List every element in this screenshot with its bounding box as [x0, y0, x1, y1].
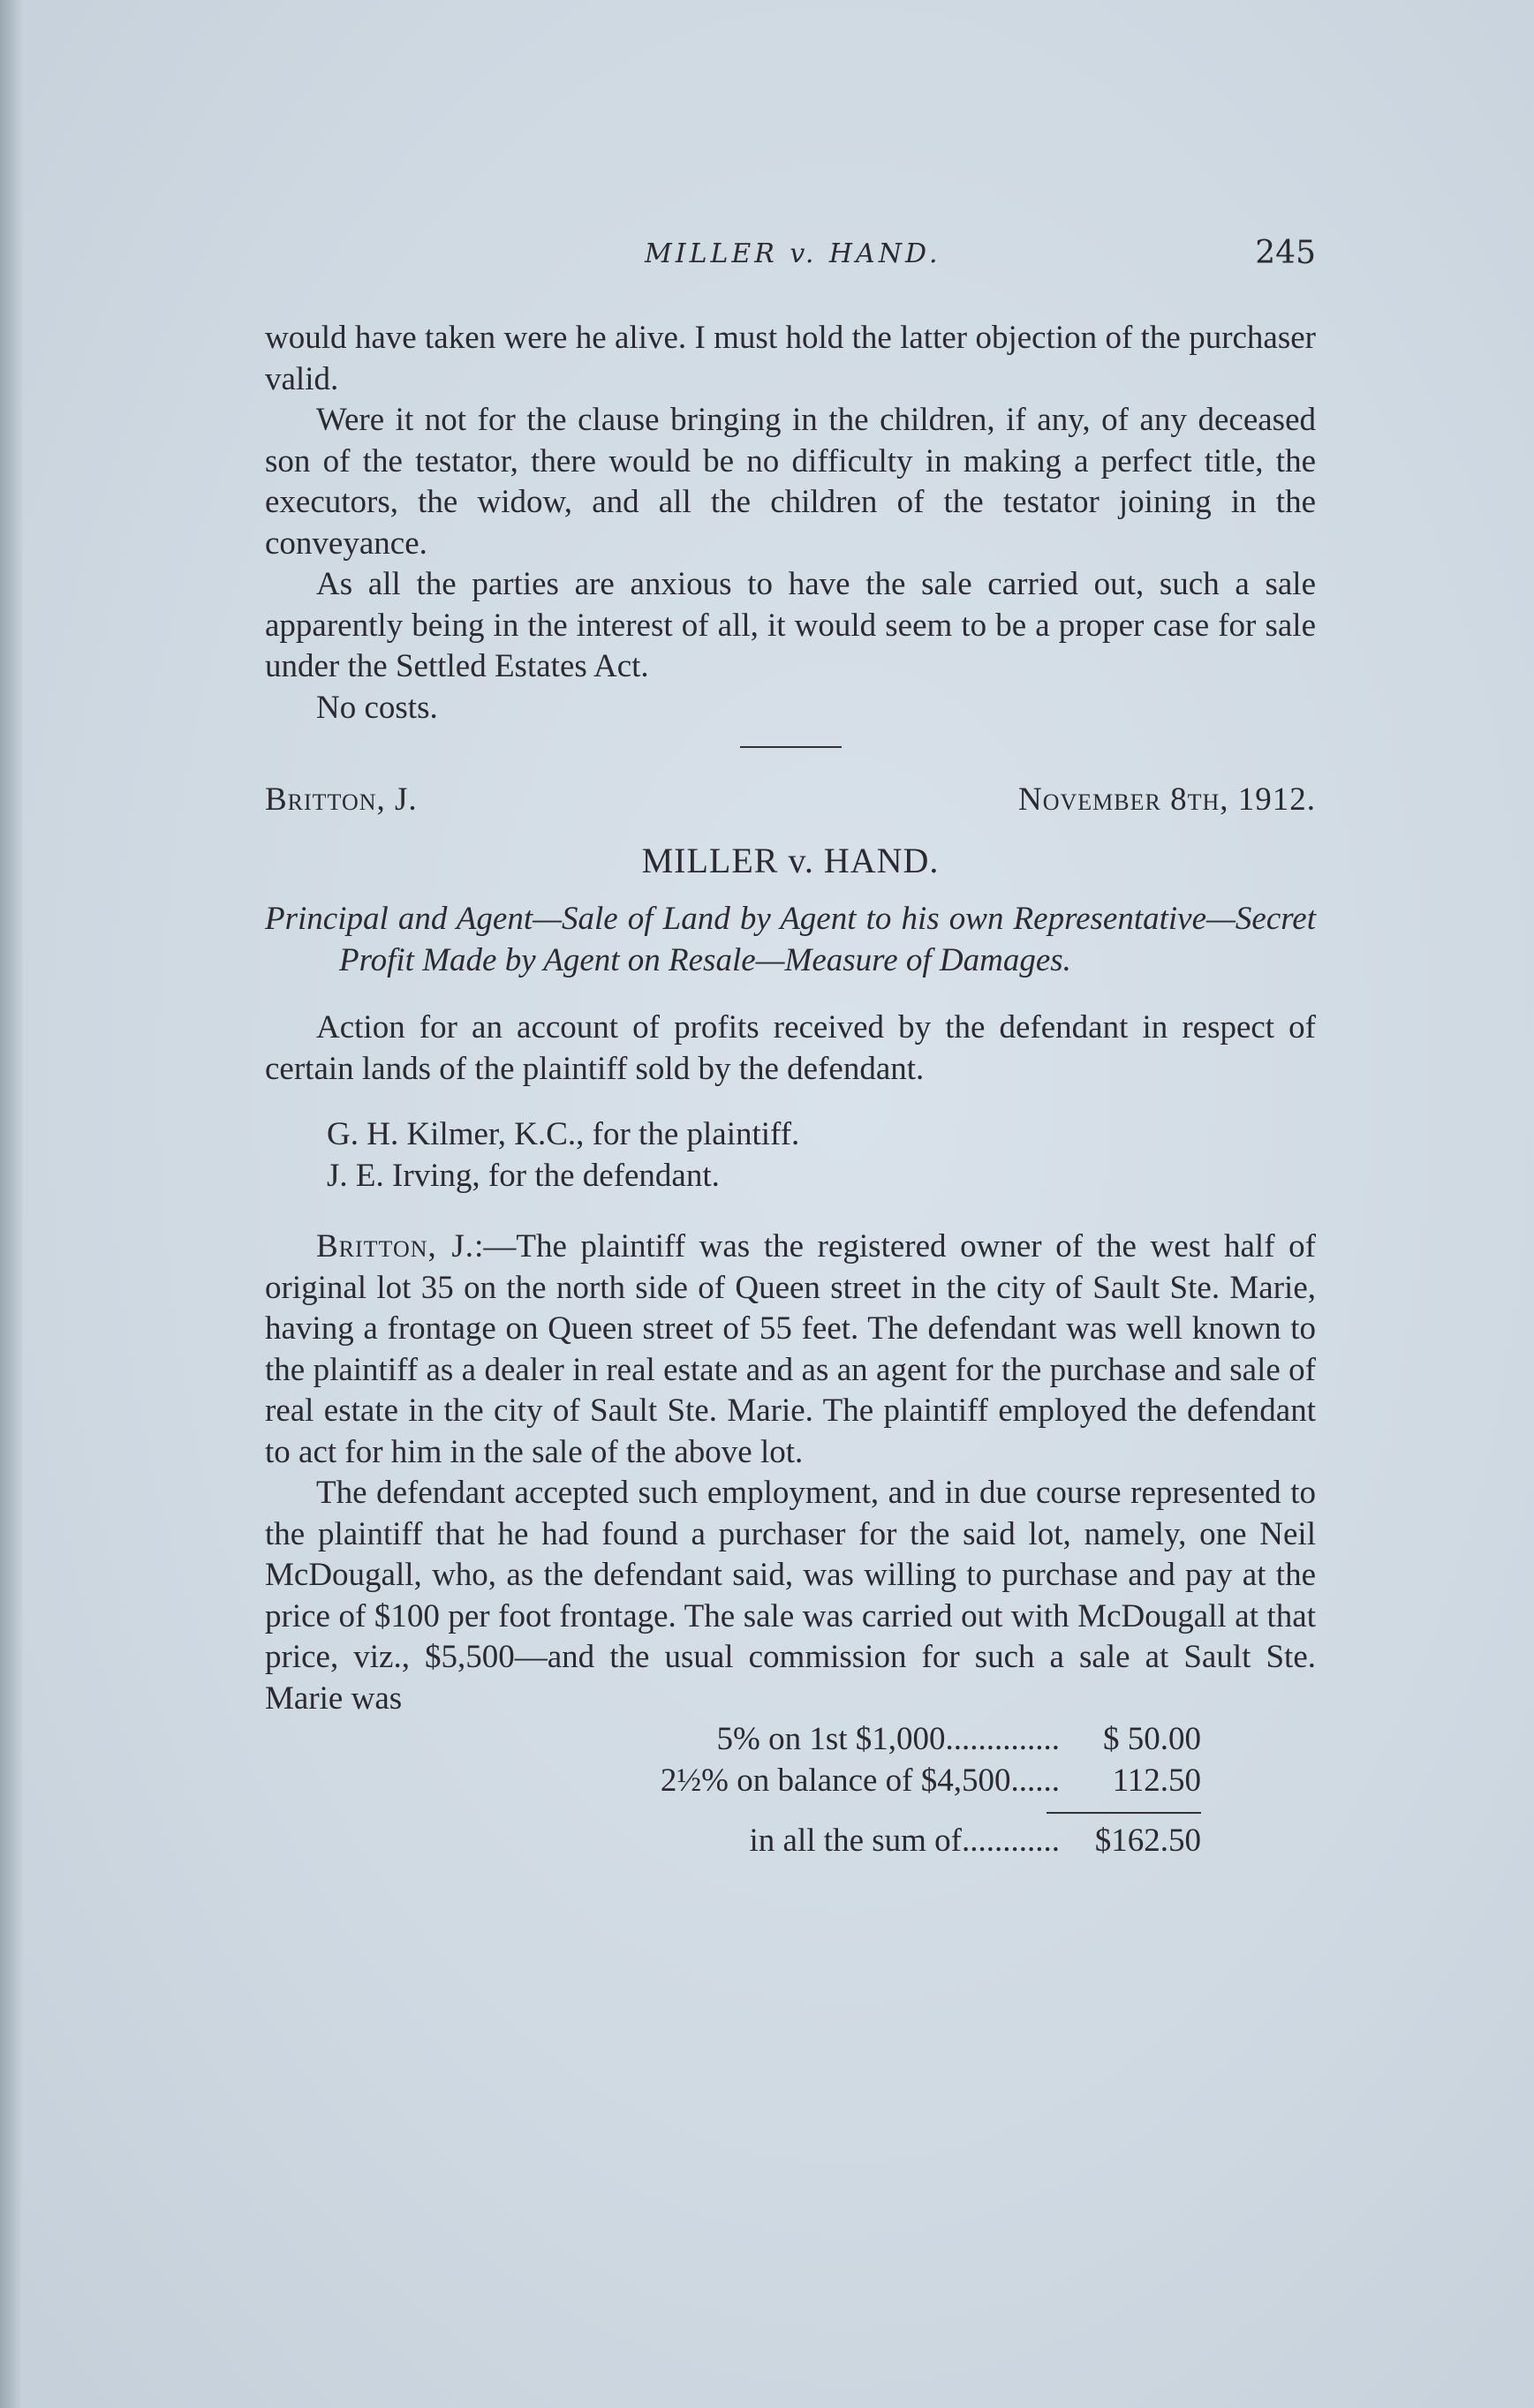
judgment-paragraph: [265, 1227, 1316, 1473]
judgment-text: :—The plaintiff was the registered owner of the west half of original lot 35 on the north side of Queen street in the city of Sault Ste. Marie, having a frontage on Queen street of 55 feet. The defendant was well known to the plaintiff as a dealer in real estate and as an agent for the purchase and sale of real estate in the city of Sault Ste. Marie. The plaintiff employed the defendant to act for him in the sale of the above lot.: [265, 1228, 1316, 1470]
paragraph: Were it not for the clause bringing in the children, if any, of any deceased son of the testator, there would be no difficulty in making a perfect title, the executors, the widow, and all the children of the testator joining in the conveyance.: [265, 402, 1316, 562]
page-gutter: [0, 0, 23, 2408]
judgment-judge: Britton, J.: [316, 1228, 475, 1264]
page-number: 245: [1255, 235, 1316, 271]
counsel-defendant: J. E. Irving, for the defendant.: [327, 1157, 720, 1194]
page-body: [265, 318, 1316, 1862]
counsel-plaintiff: G. H. Kilmer, K.C., for the plaintiff.: [327, 1116, 800, 1152]
commission-total-amount: $162.50: [1094, 1823, 1201, 1859]
sum-rule-row: [265, 1812, 1316, 1814]
section-divider: [740, 746, 842, 748]
commission-calculation: [265, 1719, 1316, 1862]
case-title: MILLER v. HAND.: [641, 840, 940, 880]
judge-name: Britton, J.: [265, 781, 418, 818]
decision-date: November 8th, 1912.: [1018, 781, 1316, 818]
commission-amount: 112.50: [1112, 1762, 1201, 1799]
commission-row: [265, 1719, 1316, 1761]
sum-rule: [1047, 1812, 1201, 1814]
paragraph: No costs.: [316, 689, 438, 726]
counsel-list: [265, 1114, 1316, 1196]
commission-row: [265, 1761, 1316, 1802]
commission-total-row: [265, 1821, 1316, 1862]
case-caption-row: [265, 780, 1316, 821]
judgment-paragraph: The defendant accepted such employment, and in due course represented to the plaintiff that he had found a purchaser for the said lot, namely, one Neil McDougall, who, as the defendant said, was willing to purchase and pay at the price of $100 per foot frontage. The sale was carried out with McDougall at that price, viz., $5,500—and the usual commission for such a sale at Sault Ste. Marie was: [265, 1475, 1316, 1717]
commission-label: 5% on 1st $1,000..............: [716, 1721, 1060, 1757]
paragraph: As all the parties are anxious to have the sale carried out, such a sale apparently being in the interest of all, it would seem to be a proper case for sale under the Settled Estates Act.: [265, 566, 1316, 684]
paragraph: would have taken were he alive. I must hold the latter objection of the purchaser valid.: [265, 320, 1316, 397]
headnote: Principal and Agent—Sale of Land by Agent to his own Representative—Secret Profit Made by Agent on Resale—Measure of Damages.: [265, 901, 1316, 978]
action-summary: Action for an account of profits received by the defendant in respect of certain lands of the plaintiff sold by the defendant.: [265, 1009, 1316, 1087]
commission-total-label: in all the sum of............: [749, 1823, 1060, 1859]
running-head: MILLER v. HAND.: [645, 238, 941, 269]
commission-label: 2½% on balance of $4,500......: [660, 1762, 1060, 1799]
page-header: [265, 235, 1316, 283]
commission-amount: $ 50.00: [1103, 1721, 1201, 1757]
